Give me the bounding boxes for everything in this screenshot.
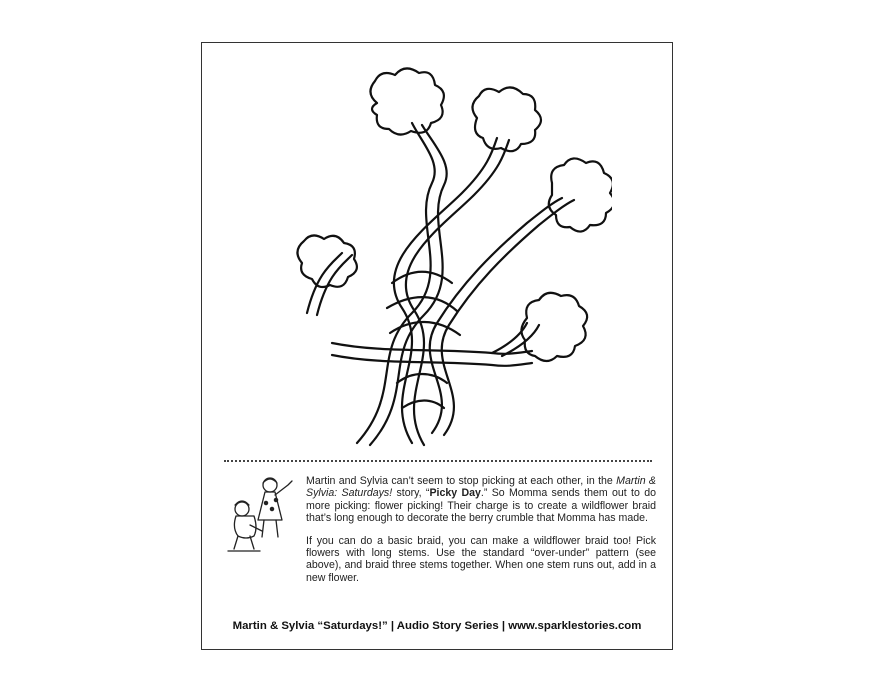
intro-paragraph	[306, 475, 656, 525]
footer-credit: Martin & Sylvia “Saturdays!” | Audio Story Series | www.sparklestories.com	[232, 620, 642, 632]
series-title: Martin & Sylvia: Saturdays!	[306, 475, 656, 500]
coloring-page	[201, 42, 673, 650]
story-description	[306, 475, 656, 594]
kids-icon	[220, 475, 302, 557]
intro-text-b: story, “	[392, 487, 430, 500]
story-title: Picky Day	[429, 487, 481, 500]
dotted-divider	[224, 460, 652, 462]
intro-text-a: Martin and Sylvia can’t seem to stop picking at each other, in the	[306, 475, 617, 487]
braided-flowers-illustration	[262, 53, 612, 453]
instructions-paragraph: If you can do a basic braid, you can make a wildflower braid too! Pick flowers with long stems. Use the standard “over-under” pattern (see above), and braid three stems together. When one stem runs out, add in a new flower.	[306, 534, 656, 584]
flower-braid-icon	[262, 53, 612, 453]
characters-illustration	[220, 475, 302, 557]
intro-text-c: .” So Momma sends them out to do more picking: flower picking! Their charge is to create a wildflower braid that’s long enough to decorate the berry crumble that Momma has made.	[306, 487, 656, 525]
